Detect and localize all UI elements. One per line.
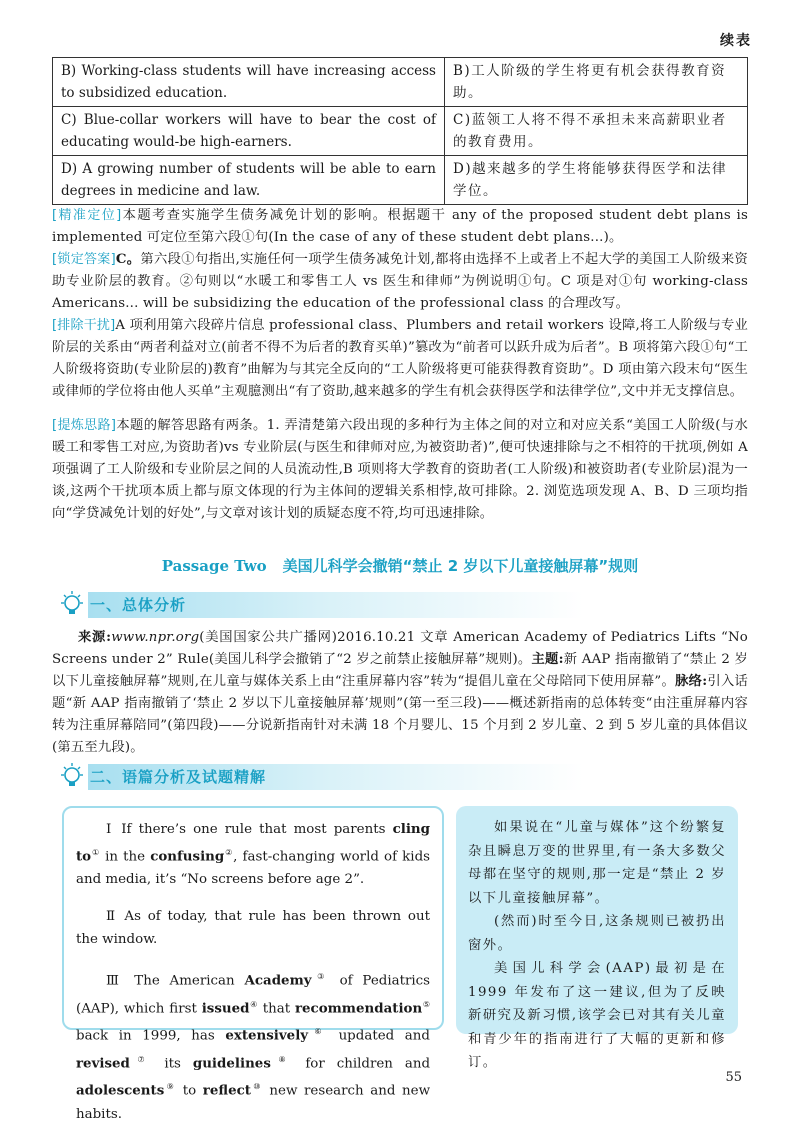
table-row bbox=[53, 58, 748, 107]
page-number: 55 bbox=[725, 1070, 742, 1085]
section-heading-discourse bbox=[58, 764, 750, 790]
english-paragraph-3 bbox=[76, 965, 430, 1125]
text-fragment: ② bbox=[224, 848, 234, 857]
continued-label: 续表 bbox=[720, 33, 752, 49]
text-fragment: guidelines bbox=[192, 1055, 271, 1072]
text-fragment: Academy bbox=[244, 972, 312, 989]
text-fragment: revised bbox=[76, 1055, 130, 1072]
option-d-en: D) A growing number of students will be able to earn degrees in medicine and law. bbox=[53, 156, 445, 205]
text-fragment: ④ bbox=[249, 999, 258, 1009]
chinese-translation-panel bbox=[456, 806, 738, 1070]
option-b-en: B) Working-class students will have increasing access to subsidized education. bbox=[53, 58, 445, 107]
text-fragment: ⑧ bbox=[270, 1054, 294, 1064]
text-fragment: of Pediatrics (AAP), which first bbox=[76, 973, 431, 1017]
text-fragment: adolescents bbox=[76, 1082, 165, 1099]
text-fragment: back in 1999, has bbox=[76, 1028, 215, 1044]
text-fragment: Ⅱ bbox=[106, 909, 118, 925]
section-heading-label: 一、总体分析 bbox=[90, 596, 187, 614]
overall-analysis-text bbox=[52, 627, 748, 759]
text-fragment: new research and new habits. bbox=[76, 1083, 431, 1122]
text-fragment: ① bbox=[91, 848, 101, 857]
option-d-zh: D)越来越多的学生将能够获得医学和法律学位。 bbox=[445, 156, 748, 205]
analysis-exclude bbox=[52, 315, 748, 403]
text-fragment: reflect bbox=[202, 1082, 251, 1099]
text-fragment: Ⅲ bbox=[106, 973, 125, 989]
context-text: 引入话题“新 AAP 指南撤销了‘禁止 2 岁以下儿童接触屏幕’规则”(第一至三段)——概述新指南的总体转变“由注重屏幕内容转为注重屏幕陪同”(第四段)——分说新指南针对未满 18 个月婴儿、15 个月到 2 岁儿童、2 到 5 岁儿童的具体倡议(第五至九段)。 bbox=[52, 674, 749, 755]
table-row bbox=[53, 107, 748, 156]
text-fragment: to bbox=[182, 1083, 197, 1099]
exclude-text: A 项利用第六段碎片信息 professional class、Plumbers and retail workers 设障,将工人阶级与专业阶层的关系由“两者利益对立(前者不得不为后者的教育买单)”篡改为“前者可以跃升成为后者”。B 项将第六段①句“工人阶级将资助(专业阶层的)教育”曲解为与其完全反向的“工人阶级将更可能获得教育资助”。D 项由第六段末句“医生或律师的学位将由他人买单”主观臆测出“有了资助,越来越多的学生有机会获得医学和法律学位”,文中并无支撑信息。 bbox=[52, 318, 748, 399]
text-fragment: that bbox=[262, 1001, 291, 1017]
passage-title bbox=[0, 555, 800, 576]
text-fragment: ⑥ bbox=[308, 1027, 328, 1037]
text-fragment: in the bbox=[105, 849, 146, 865]
text-fragment: extensively bbox=[225, 1027, 309, 1044]
section-heading-label: 二、语篇分析及试题精解 bbox=[90, 768, 267, 786]
section-heading-overall bbox=[58, 592, 750, 618]
text-fragment: The American bbox=[134, 973, 235, 989]
answer-tag: [锁定答案] bbox=[52, 252, 116, 267]
chinese-paragraph-3: 美国儿科学会(AAP)最初是在 1999 年发布了这一建议,但为了反映新研究及新习惯,该学会已对其有关儿童和青少年的指南进行了大幅的更新和修订。 bbox=[468, 961, 726, 1070]
table-row bbox=[53, 156, 748, 205]
text-fragment: As of today, that rule has been thrown out the window. bbox=[76, 909, 430, 948]
option-c-en: C) Blue-collar workers will have to bear the cost of educating would-be high-earners. bbox=[53, 107, 445, 156]
heading-bar bbox=[88, 592, 748, 618]
text-fragment: issued bbox=[201, 1000, 250, 1017]
chinese-paragraph-2: (然而)时至今日,这条规则已被扔出窗外。 bbox=[468, 914, 726, 953]
english-paragraph-1 bbox=[76, 818, 430, 891]
exclude-tag: [排除干扰] bbox=[52, 318, 116, 333]
text-fragment: its bbox=[164, 1056, 181, 1072]
text-fragment: ⑩ bbox=[250, 1082, 263, 1092]
locate-text: 本题考查实施学生债务减免计划的影响。根据题干 any of the proposed student debt plans is implemented 可定位至第六段①句(In the case of any of these student debt plans...)。 bbox=[52, 208, 749, 245]
chinese-paragraph-1: 如果说在“儿童与媒体”这个纷繁复杂且瞬息万变的世界里,有一条大多数父母都在坚守的规则,那一定是“禁止 2 岁以下儿童接触屏幕”。 bbox=[468, 820, 726, 906]
text-fragment: cling to bbox=[76, 821, 431, 865]
text-fragment: ③ bbox=[311, 972, 330, 982]
text-fragment: , fast-changing world of kids and media, it’s “No screens before age 2”. bbox=[76, 849, 431, 888]
lightbulb-icon bbox=[58, 762, 86, 792]
analysis-refine bbox=[52, 415, 748, 525]
text-fragment: ⑨ bbox=[164, 1082, 177, 1092]
source-text: (美国国家公共广播网)2016.10.21 文章 American Academy of Pediatrics Lifts “No Screens under 2” Rule(美国儿科学会撤销了“2 岁之前禁止接触屏幕”规则)。 bbox=[52, 630, 748, 667]
passage-title-zh: 美国儿科学会撤销“禁止 2 岁以下儿童接触屏幕”规则 bbox=[282, 557, 639, 575]
answer-text: 第六段①句指出,实施任何一项学生债务减免计划,都将由选择不上或者上不起大学的美国工人阶级来资助专业阶层的教育。②句则以“水暖工和零售工人 vs 医生和律师”为例说明①句。C 项是对①句 working-class Americans... will be subsidizing the education of the professional class 的合理改写。 bbox=[52, 252, 748, 311]
refine-text: 本题的解答思路有两条。1. 弄清楚第六段出现的多种行为主体之间的对立和对应关系“美国工人阶级(与水暖工和零售工对应,为资助者)vs 专业阶层(与医生和律师对应,为被资助者)”,便可快速排除与之不相符的干扰项,例如 A 项强调了工人阶级和专业阶层之间的人员流动性,B 项则将大学教育的资助者(工人阶级)和被资助者(专业阶层)混为一谈,这两个干扰项本质上都与原文体现的行为主体间的逻辑关系相悖,故可排除。2. 浏览选项发现 A、B、D 三项均指向“学贷减免计划的好处”,与文章对该计划的质疑态度不符,均可迅速排除。 bbox=[52, 418, 748, 521]
text-fragment: ⑦ bbox=[129, 1054, 153, 1064]
refine-tag: [提炼思路] bbox=[52, 418, 117, 433]
passage-title-en: Passage Two bbox=[161, 557, 267, 575]
locate-tag: [精准定位] bbox=[52, 208, 122, 223]
analysis-locate bbox=[52, 205, 748, 249]
text-fragment: confusing bbox=[150, 848, 225, 865]
analysis-answer bbox=[52, 249, 748, 315]
option-b-zh: B)工人阶级的学生将更有机会获得教育资助。 bbox=[445, 58, 748, 107]
source-url: www.npr.org bbox=[111, 630, 200, 645]
source-label: 来源: bbox=[78, 630, 112, 645]
theme-text: 新 AAP 指南撤销了“禁止 2 岁以下儿童接触屏幕”规则,在儿童与媒体关系上由“注重屏幕内容”转为“提倡儿童在父母陪同下使用屏幕”。 bbox=[52, 652, 749, 689]
option-c-zh: C)蓝领工人将不得不承担未来高薪职业者的教育费用。 bbox=[445, 107, 748, 156]
text-fragment: If there’s one rule that most parents bbox=[121, 822, 386, 837]
options-table bbox=[52, 57, 748, 205]
text-fragment: for children and bbox=[305, 1056, 431, 1072]
lightbulb-icon bbox=[58, 590, 86, 620]
english-paragraph-2 bbox=[76, 905, 430, 951]
text-fragment: recommendation bbox=[294, 1000, 423, 1017]
theme-label: 主题: bbox=[531, 652, 564, 667]
context-label: 脉络: bbox=[675, 674, 708, 689]
text-fragment: Ⅰ bbox=[106, 822, 115, 837]
english-text-panel bbox=[62, 806, 444, 1122]
text-fragment: ⑤ bbox=[422, 999, 430, 1009]
text-fragment: updated and bbox=[338, 1028, 430, 1044]
answer-letter: C。 bbox=[115, 252, 141, 267]
